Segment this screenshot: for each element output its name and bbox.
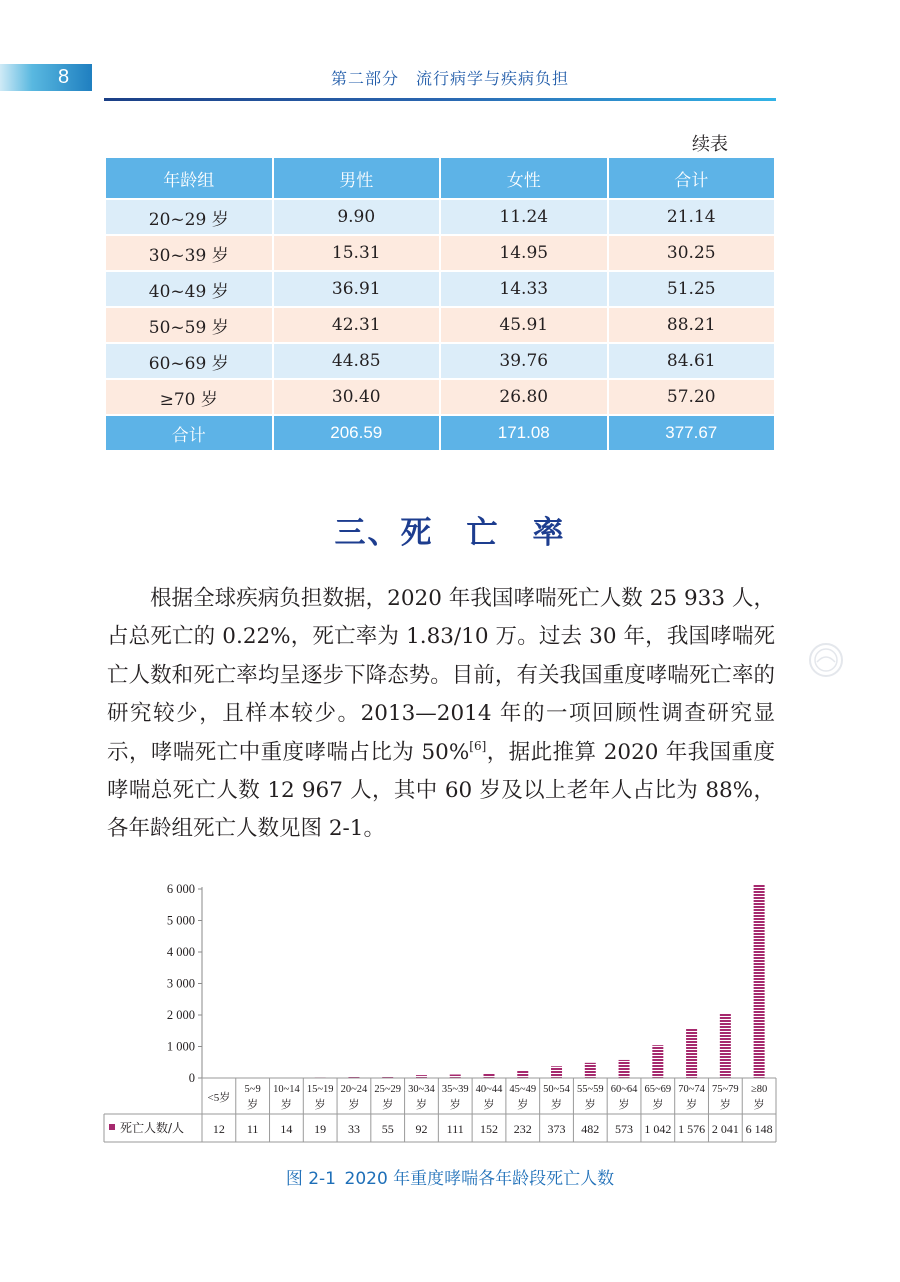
x-tick-label: 55~59 [576, 1084, 604, 1095]
column-header: 合计 [608, 157, 776, 199]
data-label: 111 [446, 1122, 464, 1136]
header-divider [104, 98, 776, 101]
x-tick-label: 岁 [483, 1099, 495, 1111]
cell-male: 36.91 [273, 271, 441, 307]
column-header: 男性 [273, 157, 441, 199]
data-label: 1 576 [678, 1122, 706, 1136]
x-tick-label: ≥80 [750, 1084, 768, 1095]
body-paragraph [107, 580, 775, 849]
x-tick-label: 岁 [415, 1099, 427, 1111]
x-tick-label: <5岁 [207, 1092, 231, 1104]
y-tick-label: 2 000 [166, 1008, 195, 1022]
column-header: 年龄组 [105, 157, 273, 199]
total-label: 合计 [105, 415, 273, 451]
y-tick-label: 6 000 [166, 882, 195, 896]
cell-age-group: 40~49 岁 [105, 271, 273, 307]
table-continued-label: 续表 [692, 134, 728, 155]
bar-10 [551, 1066, 562, 1078]
x-tick-label: 岁 [618, 1099, 630, 1111]
x-tick-label: 岁 [314, 1099, 326, 1111]
bar-8 [484, 1073, 495, 1078]
table-row [105, 307, 775, 343]
mortality-rate-table [104, 156, 776, 452]
cell-female: 14.95 [440, 235, 608, 271]
reference-marker: [6] [469, 738, 487, 753]
bar-13 [652, 1045, 663, 1078]
x-tick-label: 25~29 [374, 1084, 402, 1095]
cell-age-group: 60~69 岁 [105, 343, 273, 379]
x-tick-label: 岁 [449, 1099, 461, 1111]
cell-age-group: 20~29 岁 [105, 199, 273, 235]
x-tick-label: 5~9 [244, 1084, 261, 1095]
y-tick-label: 4 000 [166, 945, 195, 959]
data-label: 11 [246, 1122, 259, 1136]
x-tick-label: 岁 [686, 1099, 698, 1111]
x-tick-label: 30~34 [408, 1084, 435, 1095]
bar-9 [517, 1071, 528, 1078]
page-number: 8 [58, 66, 70, 88]
x-tick-label: 岁 [517, 1099, 529, 1111]
bar-16 [754, 884, 765, 1078]
cell-age-group: ≥70 岁 [105, 379, 273, 415]
bar-12 [619, 1060, 630, 1078]
paragraph-text-continued: ，据此推算 2020 年我国重度哮喘总死亡人数 12 967 人，其中 60 岁及以上老年人占比为 88%，各年龄组死亡人数见图 2-1。 [107, 739, 775, 842]
table-row [105, 379, 775, 415]
cell-total: 84.61 [608, 343, 776, 379]
cell-total: 30.25 [608, 235, 776, 271]
publisher-watermark-icon [806, 640, 846, 680]
data-label: 1 042 [644, 1122, 672, 1136]
y-tick-label: 1 000 [166, 1039, 195, 1054]
x-tick-label: 75~79 [712, 1084, 739, 1095]
x-tick-label: 岁 [280, 1099, 292, 1111]
table-header-row [105, 157, 775, 199]
bar-15 [720, 1014, 731, 1078]
cell-male: 30.40 [273, 379, 441, 415]
figure-caption: 图 2-1 2020 年重度哮喘各年龄段死亡人数 [285, 1169, 615, 1189]
x-tick-label: 岁 [382, 1099, 394, 1111]
x-tick-label: 45~49 [509, 1084, 537, 1095]
running-header: 第二部分 流行病学与疾病负担 [330, 69, 569, 88]
data-label: 12 [212, 1122, 225, 1136]
cell-female: 45.91 [440, 307, 608, 343]
x-tick-label: 15~19 [306, 1084, 334, 1095]
x-tick-label: 岁 [652, 1099, 664, 1111]
table-row [105, 343, 775, 379]
x-tick-label: 20~24 [340, 1084, 368, 1095]
bar-14 [686, 1028, 697, 1078]
x-tick-label: 岁 [348, 1099, 360, 1111]
x-tick-label: 50~54 [543, 1084, 570, 1095]
bar-7 [450, 1075, 461, 1078]
death-count-bar-chart [100, 870, 780, 1145]
table-row [105, 271, 775, 307]
total-all: 377.67 [608, 415, 776, 451]
cell-total: 88.21 [608, 307, 776, 343]
data-label: 152 [480, 1122, 498, 1136]
x-tick-label: 40~44 [475, 1084, 503, 1095]
cell-female: 11.24 [440, 199, 608, 235]
cell-age-group: 30~39 岁 [105, 235, 273, 271]
cell-male: 42.31 [273, 307, 441, 343]
data-label: 92 [415, 1122, 428, 1136]
cell-male: 9.90 [273, 199, 441, 235]
table-total-row [105, 415, 775, 451]
data-label: 19 [314, 1122, 327, 1136]
cell-total: 51.25 [608, 271, 776, 307]
cell-female: 39.76 [440, 343, 608, 379]
legend-swatch [109, 1124, 115, 1130]
table-row [105, 235, 775, 271]
x-tick-label: 岁 [551, 1099, 563, 1111]
legend-label: 死亡人数/人 [120, 1121, 185, 1135]
data-label: 232 [513, 1122, 532, 1136]
cell-female: 26.80 [440, 379, 608, 415]
total-male: 206.59 [273, 415, 441, 451]
x-tick-label: 60~64 [610, 1084, 638, 1095]
table-row [105, 199, 775, 235]
data-label: 33 [347, 1122, 360, 1136]
data-label: 2 041 [711, 1122, 739, 1136]
data-label: 14 [280, 1122, 293, 1136]
y-tick-label: 3 000 [166, 976, 195, 991]
x-tick-label: 岁 [753, 1099, 765, 1111]
x-tick-label: 10~14 [273, 1084, 300, 1095]
paragraph-text: 根据全球疾病负担数据，2020 年我国哮喘死亡人数 25 933 人，占总死亡的 0.22%，死亡率为 1.83/10 万。过去 30 年，我国哮喘死亡人数和死亡率均呈逐步下降态势。目前，有关我国重度哮喘死亡率的研究较少，且样本较少。2013—2014 年的一项回顾性调查研究显示，哮喘死亡中重度哮喘占比为 50% [107, 586, 775, 765]
data-label: 373 [547, 1122, 566, 1136]
section-heading: 三、死 亡 率 [334, 515, 566, 551]
data-label: 482 [581, 1122, 600, 1136]
x-tick-label: 岁 [719, 1099, 731, 1111]
x-tick-label: 65~69 [644, 1084, 672, 1095]
total-female: 171.08 [440, 415, 608, 451]
column-header: 女性 [440, 157, 608, 199]
cell-age-group: 50~59 岁 [105, 307, 273, 343]
y-tick-label: 0 [188, 1071, 195, 1085]
data-label: 573 [615, 1122, 634, 1136]
cell-total: 57.20 [608, 379, 776, 415]
x-tick-label: 岁 [584, 1099, 596, 1111]
bar-11 [585, 1063, 596, 1078]
cell-total: 21.14 [608, 199, 776, 235]
cell-male: 15.31 [273, 235, 441, 271]
y-tick-label: 5 000 [166, 913, 195, 928]
x-tick-label: 35~39 [441, 1084, 469, 1095]
cell-female: 14.33 [440, 271, 608, 307]
x-tick-label: 70~74 [678, 1084, 705, 1095]
data-label: 6 148 [745, 1122, 773, 1136]
x-tick-label: 岁 [247, 1099, 259, 1111]
data-label: 55 [381, 1122, 394, 1136]
cell-male: 44.85 [273, 343, 441, 379]
